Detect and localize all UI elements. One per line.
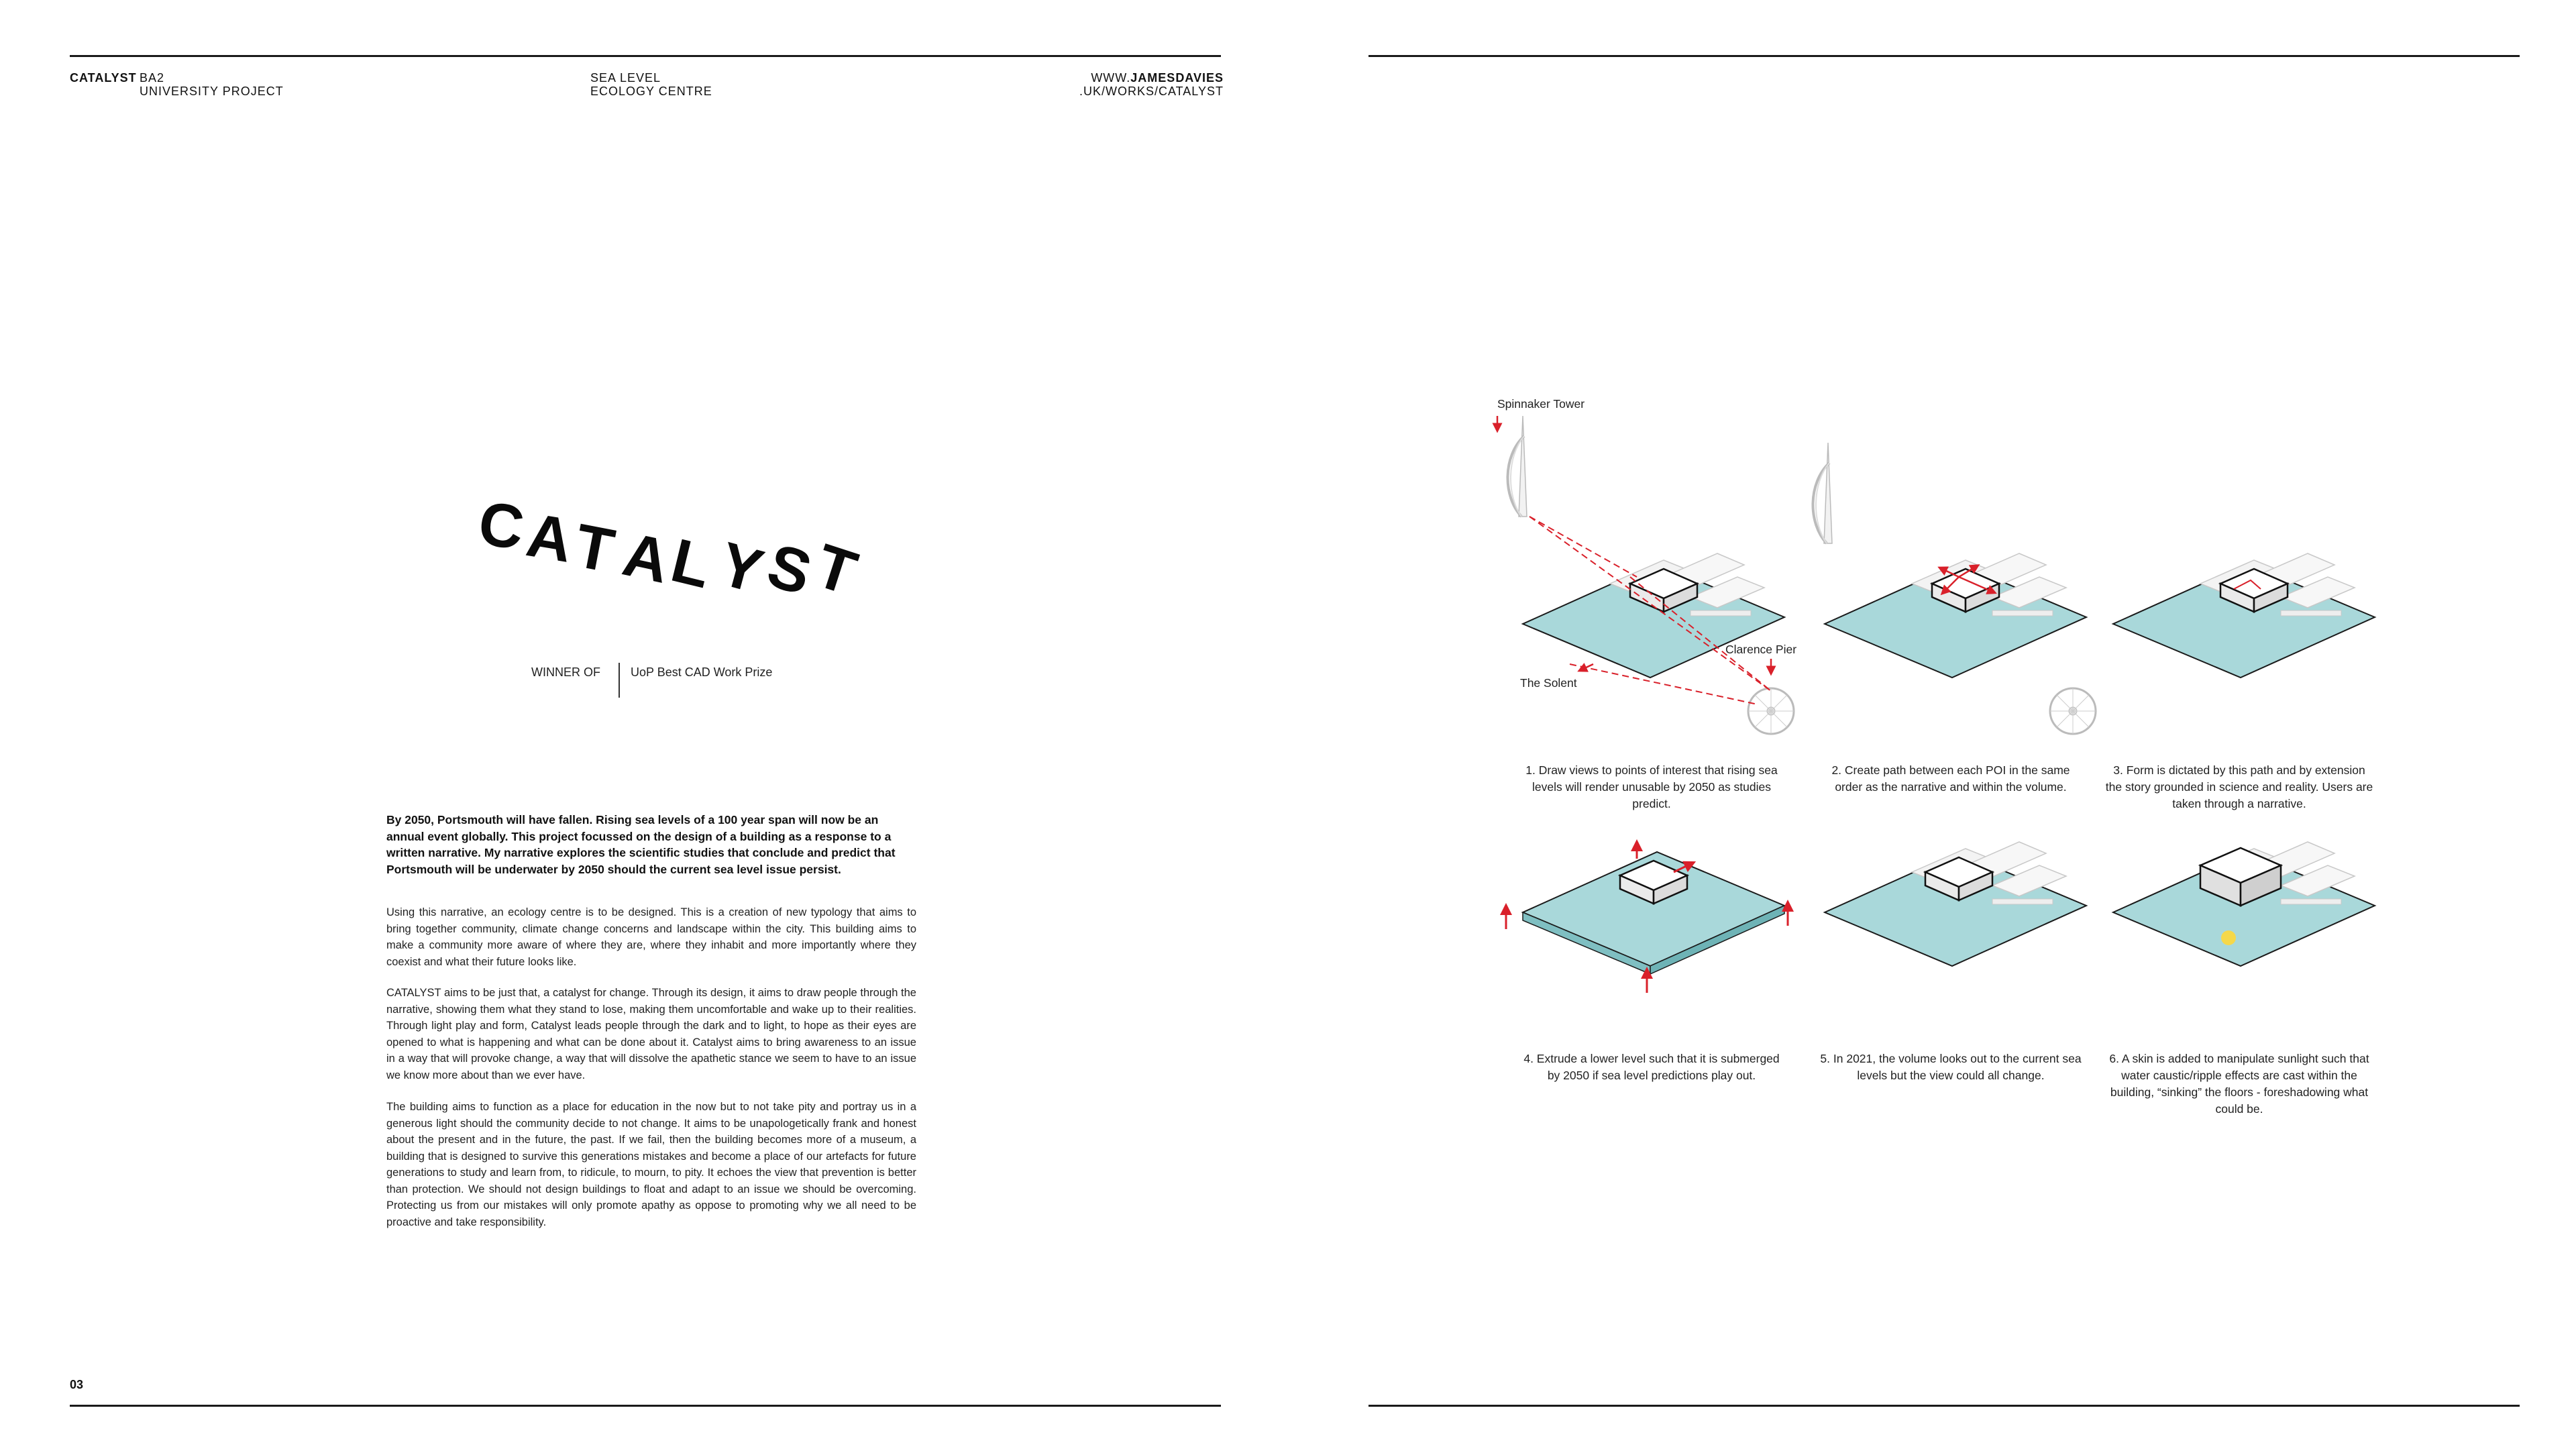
- diagram-step-6: [2113, 842, 2375, 966]
- step-caption-3: 3. Form is dictated by this path and by extension the story grounded in science and reality. Users are taken through a narrative.: [2105, 763, 2373, 810]
- top-rule-left: [70, 55, 1221, 57]
- bottom-rule-left: [70, 1405, 1221, 1407]
- logo-letter: S: [759, 531, 819, 608]
- logo-letter: T: [570, 511, 620, 586]
- step-caption-1: 1. Draw views to points of interest that rising sea levels will render unusable by 2050 as studies predict.: [1525, 763, 1778, 810]
- sun-icon: [2221, 930, 2236, 945]
- header-url-line2[interactable]: .UK/WORKS/CATALYST: [1079, 85, 1224, 98]
- header-project-type: UNIVERSITY PROJECT: [140, 85, 284, 98]
- header-year: BA2: [140, 71, 165, 85]
- logo-letter: Y: [712, 529, 770, 606]
- step-caption-6: 6. A skin is added to manipulate sunlight such that water caustic/ripple effects are cast within the building, “sinking” the floors - foreshadowing what could be.: [2109, 1052, 2369, 1116]
- header-url-bold: JAMESDAVIES: [1130, 71, 1224, 85]
- logo-letter: L: [664, 526, 718, 602]
- catalyst-logo: [470, 483, 865, 631]
- label-clarence-pier: Clarence Pier: [1725, 643, 1797, 656]
- diagram-step-2: [1813, 443, 2096, 734]
- body-paragraph-3: The building aims to function as a place for education in the now but to not take pity and portray us in a generous light should the community decide to not change. It aims to be unapologetically frank and honest about the present and in the future, the past. If we fail, then the building becomes more of a museum, a building that is designed to survive this generations mistakes and become a place of our artefacts for future generations to study and learn from, to ridicule, to mourn, to pity. It echoes the view that prevention is better than protection. We should not design buildings to float and adapt to an issue we should be overcoming. Protecting us from our mistakes will only promote apathy as oppose to promoting why we all need to be proactive and take responsibility.: [386, 1101, 916, 1228]
- logo-letter: A: [617, 520, 676, 596]
- header-subject-line2: ECOLOGY CENTRE: [590, 85, 712, 98]
- body-paragraph-2: CATALYST aims to be just that, a catalyst for change. Through its design, it aims to draw people through the narrative, showing them what they stand to lose, making them uncomfortable and wake up to their realities. Through light play and form, Catalyst leads people through the dark and to light, to hope as their eyes are opened to what is happening and what can be done about it. Catalyst aims to bring awareness to an issue in a way that will provoke change, a way that will dissolve the apathetic stance we seem to have to an issue we know more about than we ever have.: [386, 987, 916, 1081]
- header-url-prefix: WWW.: [1091, 71, 1131, 85]
- award-divider: [619, 663, 620, 698]
- body-paragraph-1: Using this narrative, an ecology centre is to be designed. This is a creation of new typology that aims to bring together community, climate change concerns and landscape within the city. This building aims to make a community more aware of where they are, where they inhabit and more importantly where they coexist and what their future looks like.: [386, 906, 916, 968]
- bottom-rule-right: [1368, 1405, 2520, 1407]
- diagram-step-4: [1506, 845, 1788, 993]
- intro-paragraph: By 2050, Portsmouth will have fallen. Rising sea levels of a 100 year span will now be an annual event globally. This project focussed on the design of a building as a response to a written narrative. My narrative explores the scientific studies that conclude and predict that Portsmouth will be underwater by 2050 should the current sea level issue persist.: [386, 813, 896, 876]
- logo-letter: C: [474, 488, 529, 564]
- award-label: WINNER OF: [531, 665, 600, 679]
- top-rule-right: [1368, 55, 2520, 57]
- logo-letter: A: [522, 500, 578, 576]
- label-the-solent: The Solent: [1520, 676, 1577, 690]
- award-prize: UoP Best CAD Work Prize: [631, 665, 773, 679]
- header-subject-line1: SEA LEVEL: [590, 71, 661, 85]
- header-brand: CATALYST: [70, 71, 137, 85]
- label-spinnaker-tower: Spinnaker Tower: [1497, 397, 1585, 411]
- logo-letter: T: [807, 531, 865, 608]
- diagram-step-3: [2113, 553, 2375, 678]
- step-caption-5: 5. In 2021, the volume looks out to the current sea levels but the view could all change.: [1820, 1052, 2082, 1082]
- page-number: 03: [70, 1378, 84, 1391]
- step-caption-4: 4. Extrude a lower level such that it is submerged by 2050 if sea level predictions play out.: [1523, 1052, 1780, 1082]
- step-caption-2: 2. Create path between each POI in the same order as the narrative and within the volume.: [1831, 763, 2070, 794]
- diagram-step-5: [1825, 842, 2086, 966]
